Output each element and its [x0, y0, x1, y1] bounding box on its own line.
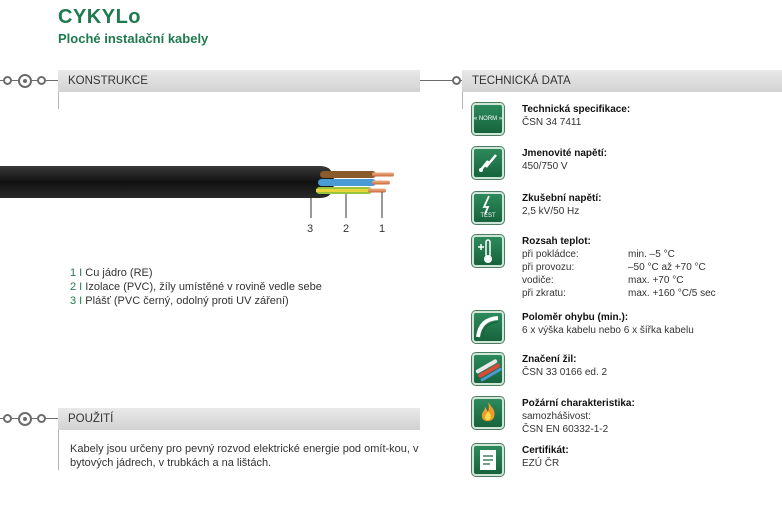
list-item-text: Izolace (PVC), žíly umístěné v rovině vedle sebe: [85, 281, 322, 293]
callout-label-1: 1: [379, 223, 386, 235]
conductor-blue: [372, 181, 390, 185]
spec-value: 6 x výška kabelu nebo 6 x šířka kabelu: [522, 325, 694, 336]
pouziti-bullet-small: [3, 414, 12, 423]
spec-value: ČSN 33 0166 ed. 2: [522, 367, 608, 378]
core-brown: [320, 171, 376, 178]
list-item-text: Plášť (PVC černý, odolný proti UV záření): [85, 295, 289, 307]
pouziti-bullet-large: [18, 412, 32, 426]
thermometer-icon: [472, 235, 504, 267]
spec-title: Technická specifikace:: [522, 104, 631, 115]
spec-title: Poloměr ohybu (min.):: [522, 312, 629, 323]
spec-title: Rozsah teplot:: [522, 236, 591, 247]
pouziti-divider: [58, 430, 59, 470]
temp-row: při pokládce: min. –5 °C: [522, 249, 675, 260]
callout-label-3: 3: [307, 223, 314, 235]
spec-title: Požární charakteristika:: [522, 398, 635, 409]
cable-illustration: [0, 158, 400, 238]
pouziti-heading: POUŽITÍ: [58, 408, 420, 430]
norm-icon: « NORM »: [472, 103, 504, 135]
list-item-number: 2: [70, 281, 77, 293]
spec-value: 450/750 V: [522, 161, 568, 172]
core-blue: [318, 179, 376, 186]
temp-row: při zkratu: max. +160 °C/5 sec: [522, 288, 716, 299]
usage-text: Kabely jsou určeny pro pevný rozvod elektrické energie pod omít-kou, v bytových jádrech, v trubkách a na lištách.: [70, 443, 419, 469]
konstrukce-divider: [58, 92, 59, 109]
callout-label-2: 2: [343, 223, 350, 235]
test-icon-label: TEST: [480, 213, 496, 219]
technicka-divider: [462, 92, 463, 109]
list-item-text: Cu jádro (RE): [85, 267, 153, 279]
list-item: 1 I Cu jádro (RE): [70, 267, 153, 279]
temp-row: vodiče: max. +70 °C: [522, 275, 684, 286]
list-item-number: 3: [70, 295, 77, 307]
pouziti-bullet-small: [37, 414, 46, 423]
core-green-yellow-stripe: [316, 189, 372, 192]
technicka-bullet-small: [452, 76, 461, 85]
technicka-heading: TECHNICKÁ DATA: [462, 70, 782, 92]
page-title: CYKYLo: [58, 6, 141, 28]
page-subtitle: Ploché instalační kabely: [58, 31, 209, 46]
conductor-green-yellow: [368, 189, 386, 193]
konstrukce-heading: KONSTRUKCE: [58, 70, 420, 92]
construction-list: [70, 266, 322, 308]
bend-radius-icon: [472, 311, 504, 343]
spec-title: Zkušební napětí:: [522, 193, 602, 204]
spec-value: 2,5 kV/50 Hz: [522, 206, 580, 217]
konstrukce-bullet-large: [18, 74, 32, 88]
spec-title: Jmenovité napětí:: [522, 148, 608, 159]
core-marking-icon: [472, 353, 504, 385]
spec-title: Značení žil:: [522, 354, 577, 365]
konstrukce-bullet-small: [37, 76, 46, 85]
certificate-icon: [472, 444, 504, 476]
list-item: 2 I Izolace (PVC), žíly umístěné v rovině vedle sebe: [70, 281, 322, 293]
fire-icon: [472, 397, 504, 429]
test-icon: [472, 192, 504, 224]
temp-row: při provozu: –50 °C až +70 °C: [522, 262, 706, 273]
spec-title: Certifikát:: [522, 445, 569, 456]
spec-value: samozhášivost:: [522, 411, 591, 422]
konstrukce-bullet-small: [3, 76, 12, 85]
cable-sheath: [0, 166, 334, 198]
voltage-icon: [472, 147, 504, 179]
conductor-brown: [372, 173, 394, 177]
list-item: 3 I Plášť (PVC černý, odolný proti UV záření): [70, 295, 289, 307]
spec-value: EZÚ ČR: [522, 458, 560, 469]
spec-value: ČSN 34 7411: [522, 117, 582, 128]
list-item-number: 1: [70, 267, 77, 279]
spec-value: ČSN EN 60332-1-2: [522, 424, 609, 435]
